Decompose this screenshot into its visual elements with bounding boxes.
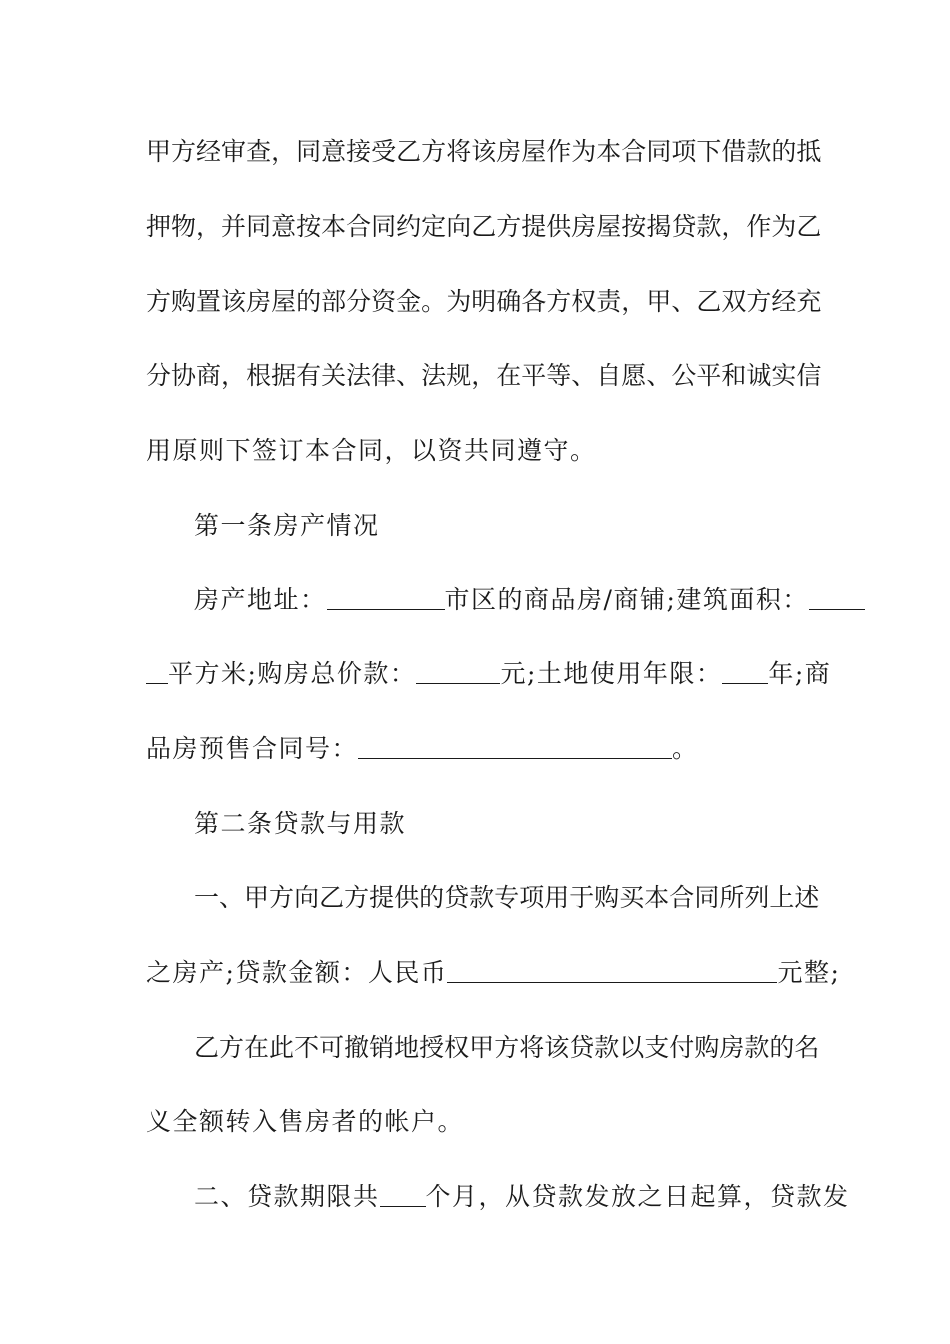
text-char: 、 [671,287,697,316]
text-char: 房 [571,212,597,241]
text-char: 甲 [244,883,270,912]
article-1-heading: 第一条房产情况 [194,511,380,540]
paragraph-line [146,282,822,322]
text-char: 房 [246,287,272,316]
paragraph-line: 用原则下签订本合同，以资共同遵守。 [146,436,597,465]
text-char: 协 [171,361,197,390]
text-char: 责 [596,287,622,316]
text-char: 销 [369,1033,395,1062]
text-char: 接 [346,137,372,166]
text-char: 查 [246,137,272,166]
text-char: 资 [371,287,397,316]
text-char: 同 [646,137,672,166]
text-char: 授 [419,1033,445,1062]
text-char: 的 [296,287,322,316]
text-char: 地 [394,1033,420,1062]
text-char: 律 [371,361,397,390]
text-char: 贷 [444,883,470,912]
text-char: 合 [346,212,372,241]
text-char: 乙 [396,137,422,166]
text-char: 撤 [344,1033,370,1062]
loan-term-blank [380,1178,426,1207]
text-char: 借 [721,137,747,166]
text-char: 方 [546,287,572,316]
text-char: 意 [321,137,347,166]
text-char: 用 [544,883,570,912]
text-char: 屋 [271,287,297,316]
text-char: 经 [771,287,797,316]
text-char: ， [621,287,647,316]
text-char: 为 [446,287,472,316]
text-char: 部 [321,287,347,316]
text-char: ， [471,361,497,390]
text-char: 揭 [646,212,672,241]
text-char: 乙 [194,1033,220,1062]
text-char: 方 [746,287,772,316]
text-char: 提 [369,883,395,912]
text-char: 平 [521,361,547,390]
article-2-heading: 第二条贷款与用款 [194,809,407,838]
text-char: 支 [644,1033,670,1062]
text-char: 的 [771,137,797,166]
text-char: 合 [669,883,695,912]
address-suffix: 市区的商品房/商铺;建筑面积： [444,585,809,614]
area-price-line [146,654,832,694]
text-char: 将 [519,1033,545,1062]
text-char: 乙 [319,883,345,912]
text-char: 可 [319,1033,345,1062]
text-char: 愿 [621,361,647,390]
text-char: 列 [744,883,770,912]
text-char: 甲 [469,1033,495,1062]
text-char: 受 [371,137,397,166]
text-char: 等 [546,361,572,390]
text-char: 作 [546,137,572,166]
contract-label: 品房预售合同号： [146,734,359,763]
text-char: 将 [446,137,472,166]
price-unit: 元;土地使用年限： [500,659,723,688]
contract-end: 。 [672,734,699,763]
text-char: 确 [496,287,522,316]
text-char: 明 [471,287,497,316]
text-char: 、 [396,361,422,390]
text-char: 审 [221,137,247,166]
text-char: ， [721,212,747,241]
paragraph-line [194,1028,820,1068]
text-char: 方 [344,883,370,912]
text-char: 。 [421,287,447,316]
text-char: 实 [771,361,797,390]
text-char: 意 [271,212,297,241]
text-char: 充 [796,287,822,316]
text-char: 不 [294,1033,320,1062]
text-char: 此 [269,1033,295,1062]
text-char: 该 [544,1033,570,1062]
text-char: 乙 [696,287,722,316]
text-char: 分 [346,287,372,316]
text-char: 据 [271,361,297,390]
text-char: 、 [219,883,245,912]
paragraph-line [194,878,820,918]
text-char: 向 [294,883,320,912]
text-char: 抵 [796,137,822,166]
text-char: 按 [296,212,322,241]
text-char: 在 [244,1033,270,1062]
text-char: 于 [569,883,595,912]
text-char: 专 [494,883,520,912]
text-char: 款 [469,883,495,912]
loan-term-label: 二、贷款期限共 [194,1182,380,1211]
text-char: 为 [571,137,597,166]
text-char: 本 [596,137,622,166]
contract-number-blank [358,730,672,759]
text-char: 房 [496,137,522,166]
text-char: 的 [769,1033,795,1062]
text-char: 、 [646,361,672,390]
text-char: 屋 [596,212,622,241]
text-char: 款 [594,1033,620,1062]
text-char: 供 [546,212,572,241]
text-char: 贷 [569,1033,595,1062]
years-blank [722,655,768,684]
text-char: 约 [396,212,422,241]
text-char: 同 [246,212,272,241]
text-char: 权 [444,1033,470,1062]
text-char: 上 [769,883,795,912]
text-char: 本 [321,212,347,241]
text-char: 款 [744,1033,770,1062]
text-char: 本 [644,883,670,912]
text-char: 所 [719,883,745,912]
loan-amount-line [146,953,841,993]
price-blank [416,655,500,684]
text-char: 方 [219,1033,245,1062]
text-char: 和 [721,361,747,390]
loan-term-line [194,1177,850,1217]
text-char: 方 [269,883,295,912]
text-char: 该 [221,287,247,316]
text-char: ， [221,361,247,390]
text-char: 项 [671,137,697,166]
paragraph-line: 义全额转入售房者的帐户。 [146,1107,465,1136]
text-char: 乙 [471,212,497,241]
paragraph-line [146,207,822,247]
text-char: 方 [494,1033,520,1062]
paragraph-line [146,132,822,172]
text-char: 一 [194,883,220,912]
text-char: 款 [746,137,772,166]
text-char: 作 [746,212,772,241]
text-char: 平 [696,361,722,390]
loan-amount-label: 之房产;贷款金额：人民币 [146,958,448,987]
text-char: 屋 [521,137,547,166]
text-char: 房 [719,1033,745,1062]
text-char: 乙 [796,212,822,241]
text-char: 的 [419,883,445,912]
text-char: 按 [621,212,647,241]
text-char: 规 [446,361,472,390]
text-char: 该 [471,137,497,166]
text-char: 并 [221,212,247,241]
text-char: 向 [446,212,472,241]
text-char: 各 [521,287,547,316]
text-char: 合 [621,137,647,166]
text-char: 提 [521,212,547,241]
property-address-line [194,580,809,620]
text-char: 信 [796,361,822,390]
text-char: 下 [696,137,722,166]
text-char: 甲 [146,137,172,166]
text-char: 、 [571,361,597,390]
area-unit: 平方米;购房总价款： [168,659,417,688]
text-char: 定 [421,212,447,241]
text-char: 同 [296,137,322,166]
years-unit: 年;商 [768,659,832,688]
text-char: 分 [146,361,172,390]
text-char: 置 [196,287,222,316]
text-char: 法 [421,361,447,390]
text-char: ， [271,137,297,166]
text-char: 款 [696,212,722,241]
text-char: 公 [671,361,697,390]
contract-number-line [146,729,806,769]
text-char: 商 [196,361,222,390]
text-char: 同 [694,883,720,912]
text-char: 双 [721,287,747,316]
loan-amount-blank [447,954,777,983]
loan-amount-suffix: 元整; [777,958,841,987]
text-char: 在 [496,361,522,390]
text-char: 述 [794,883,820,912]
text-char: 为 [771,212,797,241]
text-char: 购 [594,883,620,912]
text-char: 权 [571,287,597,316]
text-char: 有 [296,361,322,390]
text-char: 根 [246,361,272,390]
text-char: 物 [171,212,197,241]
text-char: 方 [421,137,447,166]
text-char: 名 [794,1033,820,1062]
text-char: 关 [321,361,347,390]
text-char: 方 [146,287,172,316]
area-blank-end [146,655,168,684]
area-blank-start [809,581,865,610]
address-blank [327,581,445,610]
text-char: 经 [196,137,222,166]
loan-term-suffix: 个月，从贷款发放之日起算，贷款发 [425,1182,850,1211]
text-char: 同 [371,212,397,241]
text-char: 贷 [671,212,697,241]
paragraph-line [146,356,822,396]
text-char: 付 [669,1033,695,1062]
text-char: 方 [496,212,522,241]
text-char: 押 [146,212,172,241]
text-char: 买 [619,883,645,912]
text-char: 以 [619,1033,645,1062]
text-char: 自 [596,361,622,390]
text-char: 方 [171,137,197,166]
text-char: 甲 [646,287,672,316]
text-char: 购 [171,287,197,316]
text-char: 金 [396,287,422,316]
text-char: 购 [694,1033,720,1062]
text-char: ， [196,212,222,241]
address-label: 房产地址： [194,585,327,614]
text-char: 项 [519,883,545,912]
text-char: 诚 [746,361,772,390]
text-char: 法 [346,361,372,390]
text-char: 供 [394,883,420,912]
